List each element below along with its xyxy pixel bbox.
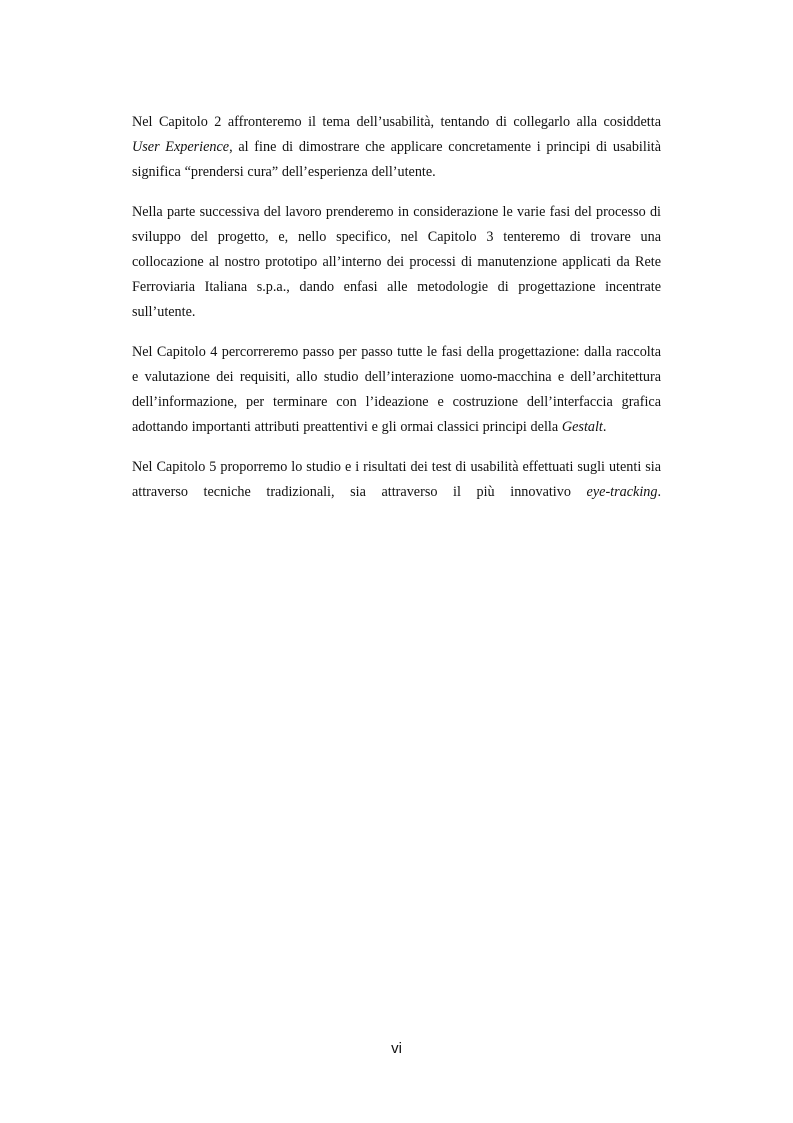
- paragraph-chapter-4: [132, 340, 661, 440]
- paragraph-text: Nel Capitolo 5 proporremo lo studio e i risultati dei test di usabilità effettuati sugli utenti sia attraverso tecniche tradizionali, sia attraverso il più innovativo: [132, 459, 661, 500]
- paragraph-chapter-5: [132, 455, 661, 505]
- emphasis-user-experience: User Experience: [132, 139, 230, 155]
- paragraph-text: Nel Capitolo 4 percorreremo passo per passo tutte le fasi della progettazione: dalla raccolta e valutazione dei requisiti, allo studio dell’interazione uomo-macchina e dell’architettura dell’informazione, per terminare con l’ideazione e costruzione dell’interfaccia grafica adottando importanti attributi preattentivi e gli ormai classici principi della: [132, 344, 661, 435]
- page-number: vi: [391, 1040, 402, 1057]
- emphasis-gestalt: Gestalt: [561, 419, 603, 435]
- emphasis-eye-tracking: eye-tracking: [586, 484, 658, 500]
- body-text: [132, 110, 661, 520]
- paragraph-chapter-3: [132, 200, 661, 325]
- paragraph-chapter-2: [132, 110, 661, 185]
- paragraph-text: .: [657, 484, 661, 500]
- paragraph-text: .: [602, 419, 607, 435]
- paragraph-text: , al fine di dimostrare che applicare concretamente i principi di usabilità significa “prendersi cura” dell’esperienza dell’utente.: [132, 139, 661, 180]
- paragraph-text: Nella parte successiva del lavoro prenderemo in considerazione le varie fasi del processo di sviluppo del progetto, e, nello specifico, nel Capitolo 3 tenteremo di trovare una collocazione al nostro prototipo all’interno dei processi di manutenzione applicati da Rete Ferroviaria Italiana s.p.a., dando enfasi alle metodologie di progettazione incentrate sull’utente.: [132, 204, 661, 320]
- paragraph-text: Nel Capitolo 2 affronteremo il tema dell’usabilità, tentando di collegarlo alla cosiddetta: [132, 114, 661, 130]
